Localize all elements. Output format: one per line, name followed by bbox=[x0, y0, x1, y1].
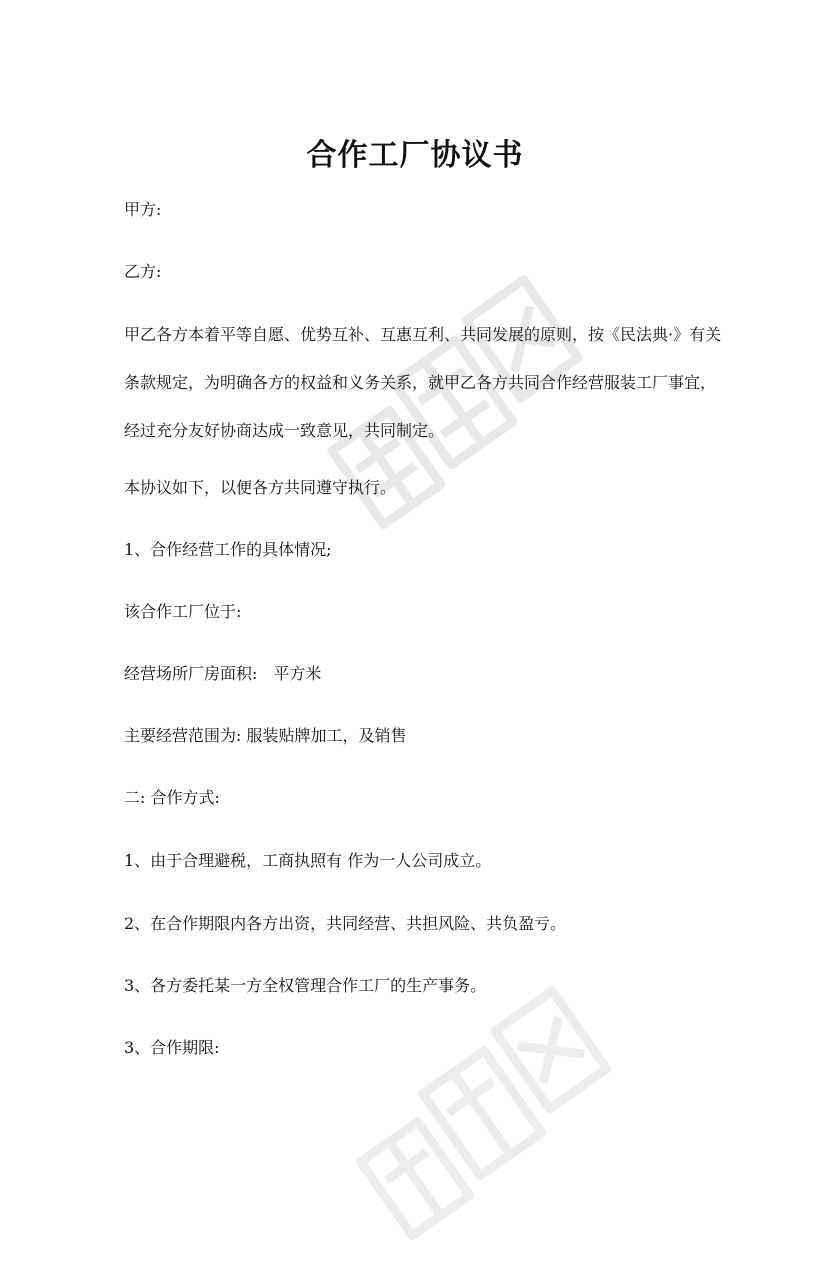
cooperation-term-heading: 3、合作期限: bbox=[124, 1038, 220, 1057]
cooperation-item-3: 3、各方委托某一方全权管理合作工厂的生产事务。 bbox=[124, 976, 487, 995]
cooperation-item-1: 1、由于合理避税，工商执照有 作为一人公司成立。 bbox=[124, 851, 492, 870]
party-b-label: 乙方: bbox=[124, 262, 162, 281]
agreement-intro: 本协议如下，以便各方共同遵守执行。 bbox=[124, 478, 397, 497]
factory-area-line: 经营场所厂房面积: 平方米 bbox=[124, 664, 322, 683]
cooperation-item-2: 2、在合作期限内各方出资，共同经营、共担风险、共负盈亏。 bbox=[124, 914, 567, 933]
section-1-heading: 1、合作经营工作的具体情况; bbox=[124, 540, 332, 559]
section-2-heading: 二: 合作方式: bbox=[124, 788, 220, 807]
preamble-paragraph: 甲乙各方本着平等自愿、优势互补、互惠互利、共同发展的原则，按《民法典·》有关条款规定，为明确各方的权益和义务关系，就甲乙各方共同合作经营服装工厂事宜，经过充分友好协商达成一致意见，共同制定。 bbox=[124, 325, 722, 440]
party-a-label: 甲方: bbox=[124, 200, 162, 219]
business-scope-line: 主要经营范围为: 服装贴牌加工，及销售 bbox=[124, 726, 407, 745]
factory-location-line: 该合作工厂位于: bbox=[124, 602, 242, 621]
document-title: 合作工厂协议书 bbox=[306, 138, 524, 174]
